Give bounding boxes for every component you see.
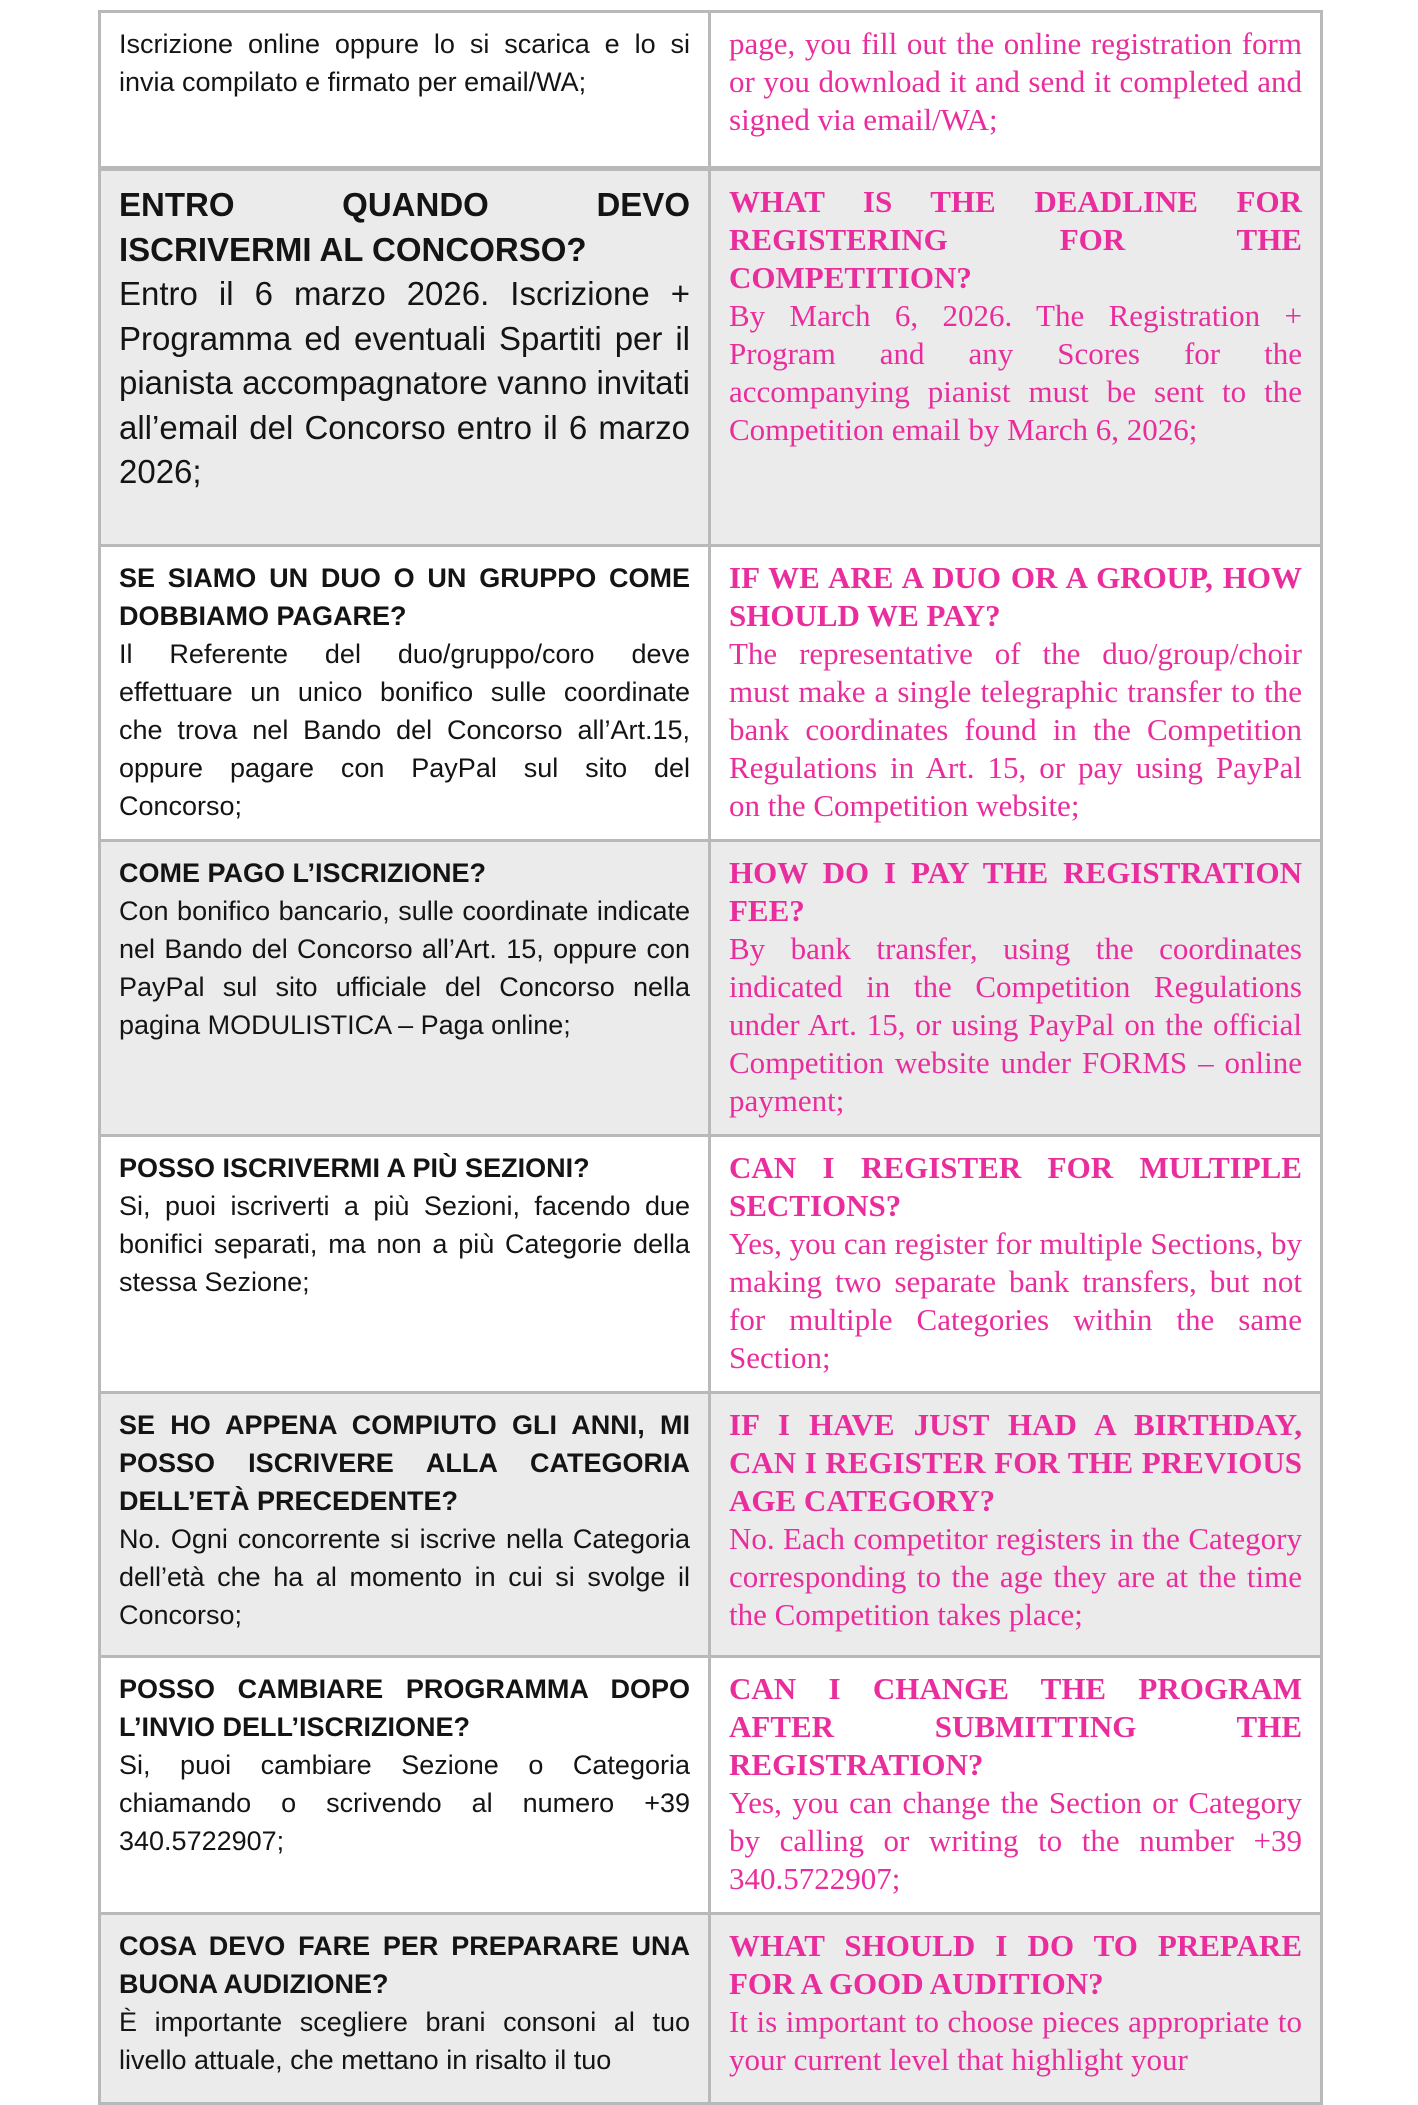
english-question: IF I HAVE JUST HAD A BIRTHDAY, CAN I REGISTER FOR THE PREVIOUS AGE CATEGORY? [729,1407,1302,1518]
faq-row [100,1657,1322,1914]
italian-cell [100,1657,710,1914]
english-cell [710,1393,1322,1657]
italian-question: POSSO ISCRIVERMI A PIÙ SEZIONI? [119,1153,590,1183]
english-answer: Yes, you can register for multiple Sections, by making two separate bank transfers, but not for multiple Categories within the same Section; [729,1226,1302,1375]
english-cell [710,12,1322,169]
english-answer: By bank transfer, using the coordinates indicated in the Competition Regulations under Art. 15, or using PayPal on the official Competition website under FORMS – online payment; [729,931,1302,1118]
english-answer: Yes, you can change the Section or Category by calling or writing to the number +39 340.5722907; [729,1785,1302,1896]
english-cell [710,169,1322,546]
faq-row [100,546,1322,841]
faq-row [100,1914,1322,2104]
english-cell [710,546,1322,841]
italian-question: ENTRO QUANDO DEVO ISCRIVERMI AL CONCORSO? [119,186,690,268]
italian-question: SE HO APPENA COMPIUTO GLI ANNI, MI POSSO ISCRIVERE ALLA CATEGORIA DELL’ETÀ PRECEDENTE? [119,1410,690,1516]
italian-cell [100,1914,710,2104]
english-question: IF WE ARE A DUO OR A GROUP, HOW SHOULD WE PAY? [729,560,1302,633]
italian-question: COME PAGO L’ISCRIZIONE? [119,858,487,888]
english-question: WHAT SHOULD I DO TO PREPARE FOR A GOOD AUDITION? [729,1928,1302,2001]
english-question: CAN I CHANGE THE PROGRAM AFTER SUBMITTING THE REGISTRATION? [729,1671,1302,1782]
italian-answer: Iscrizione online oppure lo si scarica e lo si invia compilato e firmato per email/WA; [119,29,690,97]
italian-answer: Si, puoi cambiare Sezione o Categoria chiamando o scrivendo al numero +39 340.5722907; [119,1750,690,1856]
faq-row [100,169,1322,546]
italian-cell [100,841,710,1136]
english-question: CAN I REGISTER FOR MULTIPLE SECTIONS? [729,1150,1302,1223]
faq-row [100,12,1322,169]
english-answer: By March 6, 2026. The Registration + Program and any Scores for the accompanying pianist must be sent to the Competition email by March 6, 2026; [729,298,1302,447]
english-question: HOW DO I PAY THE REGISTRATION FEE? [729,855,1302,928]
italian-answer: Si, puoi iscriverti a più Sezioni, facendo due bonifici separati, ma non a più Categorie della stessa Sezione; [119,1191,690,1297]
english-cell [710,1914,1322,2104]
italian-cell [100,169,710,546]
faq-row [100,1136,1322,1393]
english-answer: page, you fill out the online registration form or you download it and send it completed and signed via email/WA; [729,26,1302,137]
english-question: WHAT IS THE DEADLINE FOR REGISTERING FOR THE COMPETITION? [729,184,1302,295]
italian-answer: No. Ogni concorrente si iscrive nella Categoria dell’età che ha al momento in cui si svolge il Concorso; [119,1524,690,1630]
italian-answer: Con bonifico bancario, sulle coordinate indicate nel Bando del Concorso all’Art. 15, oppure con PayPal sul sito ufficiale del Concorso nella pagina MODULISTICA – Paga online; [119,896,690,1040]
english-answer: No. Each competitor registers in the Category corresponding to the age they are at the time the Competition takes place; [729,1521,1302,1632]
faq-table [98,10,1323,2105]
faq-row [100,841,1322,1136]
italian-cell [100,12,710,169]
english-answer: It is important to choose pieces appropriate to your current level that highlight your [729,2004,1302,2077]
italian-cell [100,1136,710,1393]
italian-cell [100,546,710,841]
italian-question: SE SIAMO UN DUO O UN GRUPPO COME DOBBIAMO PAGARE? [119,563,690,631]
english-answer: The representative of the duo/group/choir must make a single telegraphic transfer to the bank coordinates found in the Competition Regulations in Art. 15, or pay using PayPal on the Competition website; [729,636,1302,823]
faq-row [100,1393,1322,1657]
english-cell [710,1657,1322,1914]
italian-cell [100,1393,710,1657]
italian-answer: Entro il 6 marzo 2026. Iscrizione + Programma ed eventuali Spartiti per il pianista accompagnatore vanno invitati all’email del Concorso entro il 6 marzo 2026; [119,275,690,490]
italian-question: COSA DEVO FARE PER PREPARARE UNA BUONA AUDIZIONE? [119,1931,690,1999]
italian-question: POSSO CAMBIARE PROGRAMMA DOPO L’INVIO DELL’ISCRIZIONE? [119,1674,690,1742]
italian-answer: È importante scegliere brani consoni al tuo livello attuale, che mettano in risalto il tuo [119,2007,690,2075]
italian-answer: Il Referente del duo/gruppo/coro deve effettuare un unico bonifico sulle coordinate che trova nel Bando del Concorso all’Art.15, oppure pagare con PayPal sul sito del Concorso; [119,639,690,821]
english-cell [710,1136,1322,1393]
english-cell [710,841,1322,1136]
